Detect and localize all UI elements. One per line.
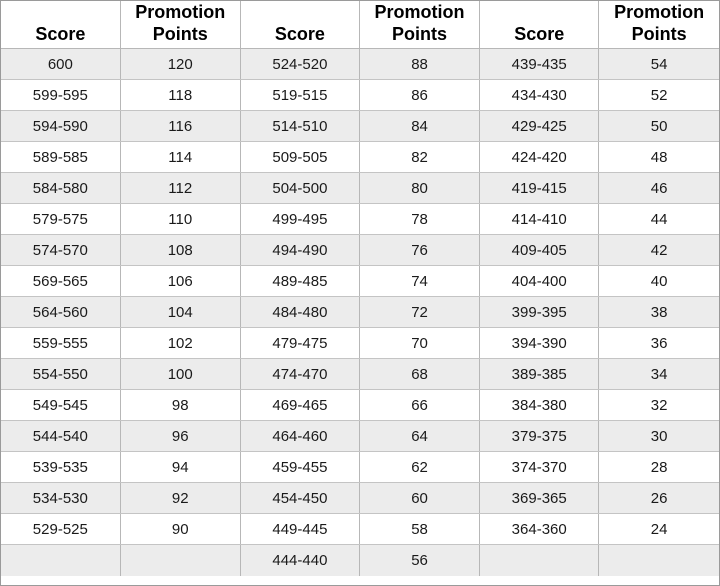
cell-points-2: 80 — [359, 173, 479, 204]
cell-points-1: 98 — [120, 390, 240, 421]
cell-score-3: 399-395 — [480, 297, 599, 328]
cell-score-2: 454-450 — [240, 483, 359, 514]
table-row — [1, 297, 719, 328]
cell-points-1: 102 — [120, 328, 240, 359]
cell-points-1: 94 — [120, 452, 240, 483]
cell-points-3: 48 — [599, 142, 719, 173]
cell-score-1: 600 — [1, 49, 120, 80]
table-header-row — [1, 1, 719, 49]
cell-points-2: 86 — [359, 80, 479, 111]
cell-score-1: 599-595 — [1, 80, 120, 111]
table-row — [1, 111, 719, 142]
cell-score-3: 369-365 — [480, 483, 599, 514]
cell-points-3: 44 — [599, 204, 719, 235]
cell-points-1: 96 — [120, 421, 240, 452]
cell-score-2: 474-470 — [240, 359, 359, 390]
cell-score-3: 364-360 — [480, 514, 599, 545]
cell-points-2: 64 — [359, 421, 479, 452]
cell-score-1: 534-530 — [1, 483, 120, 514]
cell-points-2: 72 — [359, 297, 479, 328]
cell-score-2: 489-485 — [240, 266, 359, 297]
cell-points-1: 112 — [120, 173, 240, 204]
cell-points-3: 54 — [599, 49, 719, 80]
cell-score-1: 569-565 — [1, 266, 120, 297]
cell-score-2: 484-480 — [240, 297, 359, 328]
table-row — [1, 173, 719, 204]
cell-points-2: 84 — [359, 111, 479, 142]
cell-points-1: 92 — [120, 483, 240, 514]
cell-score-1: 589-585 — [1, 142, 120, 173]
cell-score-3: 394-390 — [480, 328, 599, 359]
cell-score-3: 389-385 — [480, 359, 599, 390]
table-row — [1, 390, 719, 421]
cell-points-2: 68 — [359, 359, 479, 390]
cell-points-3: 24 — [599, 514, 719, 545]
cell-points-1: 108 — [120, 235, 240, 266]
cell-points-3: 50 — [599, 111, 719, 142]
cell-score-3: 374-370 — [480, 452, 599, 483]
cell-points-2: 56 — [359, 545, 479, 576]
cell-points-3: 32 — [599, 390, 719, 421]
cell-score-3: 439-435 — [480, 49, 599, 80]
cell-score-3: 404-400 — [480, 266, 599, 297]
cell-score-3: 379-375 — [480, 421, 599, 452]
cell-score-1: 579-575 — [1, 204, 120, 235]
promotion-points-table — [1, 1, 719, 576]
table-row — [1, 328, 719, 359]
cell-score-1: 554-550 — [1, 359, 120, 390]
cell-points-3: 40 — [599, 266, 719, 297]
cell-points-3: 36 — [599, 328, 719, 359]
cell-points-2: 66 — [359, 390, 479, 421]
cell-points-1: 90 — [120, 514, 240, 545]
cell-points-3: 42 — [599, 235, 719, 266]
cell-score-2: 479-475 — [240, 328, 359, 359]
table-body — [1, 49, 719, 576]
cell-points-2: 74 — [359, 266, 479, 297]
cell-score-2: 464-460 — [240, 421, 359, 452]
cell-score-1: 549-545 — [1, 390, 120, 421]
cell-score-2: 504-500 — [240, 173, 359, 204]
cell-score-2: 449-445 — [240, 514, 359, 545]
table-row — [1, 421, 719, 452]
cell-points-2: 70 — [359, 328, 479, 359]
header-score-1: Score — [1, 1, 120, 49]
cell-points-1: 118 — [120, 80, 240, 111]
cell-score-2: 524-520 — [240, 49, 359, 80]
cell-score-3: 424-420 — [480, 142, 599, 173]
cell-score-3: 414-410 — [480, 204, 599, 235]
cell-points-1: 116 — [120, 111, 240, 142]
cell-score-1: 539-535 — [1, 452, 120, 483]
cell-score-1: 559-555 — [1, 328, 120, 359]
cell-points-1: 106 — [120, 266, 240, 297]
cell-points-1 — [120, 545, 240, 576]
table-row — [1, 204, 719, 235]
cell-score-2: 444-440 — [240, 545, 359, 576]
cell-points-1: 100 — [120, 359, 240, 390]
cell-score-3: 434-430 — [480, 80, 599, 111]
cell-points-3: 34 — [599, 359, 719, 390]
cell-points-2: 76 — [359, 235, 479, 266]
cell-points-3 — [599, 545, 719, 576]
cell-points-1: 104 — [120, 297, 240, 328]
cell-score-1: 594-590 — [1, 111, 120, 142]
cell-score-3: 429-425 — [480, 111, 599, 142]
cell-score-2: 514-510 — [240, 111, 359, 142]
table-row — [1, 483, 719, 514]
cell-points-2: 60 — [359, 483, 479, 514]
cell-score-2: 509-505 — [240, 142, 359, 173]
cell-score-2: 459-455 — [240, 452, 359, 483]
cell-score-2: 519-515 — [240, 80, 359, 111]
header-points-3: Promotion Points — [599, 1, 719, 49]
cell-points-2: 62 — [359, 452, 479, 483]
table-row — [1, 514, 719, 545]
cell-score-3 — [480, 545, 599, 576]
cell-score-1: 574-570 — [1, 235, 120, 266]
cell-points-2: 88 — [359, 49, 479, 80]
cell-points-3: 46 — [599, 173, 719, 204]
cell-points-2: 78 — [359, 204, 479, 235]
cell-score-2: 469-465 — [240, 390, 359, 421]
cell-score-1: 564-560 — [1, 297, 120, 328]
cell-points-2: 58 — [359, 514, 479, 545]
cell-points-1: 110 — [120, 204, 240, 235]
cell-points-2: 82 — [359, 142, 479, 173]
cell-points-3: 52 — [599, 80, 719, 111]
cell-score-3: 384-380 — [480, 390, 599, 421]
table-row — [1, 49, 719, 80]
cell-score-1: 529-525 — [1, 514, 120, 545]
table-row — [1, 80, 719, 111]
cell-score-1: 584-580 — [1, 173, 120, 204]
cell-score-1 — [1, 545, 120, 576]
table-row — [1, 452, 719, 483]
cell-points-3: 28 — [599, 452, 719, 483]
table-row — [1, 235, 719, 266]
cell-score-2: 499-495 — [240, 204, 359, 235]
table-row — [1, 359, 719, 390]
header-score-3: Score — [480, 1, 599, 49]
cell-points-3: 30 — [599, 421, 719, 452]
cell-score-1: 544-540 — [1, 421, 120, 452]
cell-points-3: 26 — [599, 483, 719, 514]
cell-score-3: 419-415 — [480, 173, 599, 204]
header-points-2: Promotion Points — [359, 1, 479, 49]
cell-score-3: 409-405 — [480, 235, 599, 266]
header-points-1: Promotion Points — [120, 1, 240, 49]
table-row — [1, 545, 719, 576]
cell-points-1: 120 — [120, 49, 240, 80]
header-score-2: Score — [240, 1, 359, 49]
table-row — [1, 142, 719, 173]
cell-points-1: 114 — [120, 142, 240, 173]
cell-points-3: 38 — [599, 297, 719, 328]
table-row — [1, 266, 719, 297]
cell-score-2: 494-490 — [240, 235, 359, 266]
